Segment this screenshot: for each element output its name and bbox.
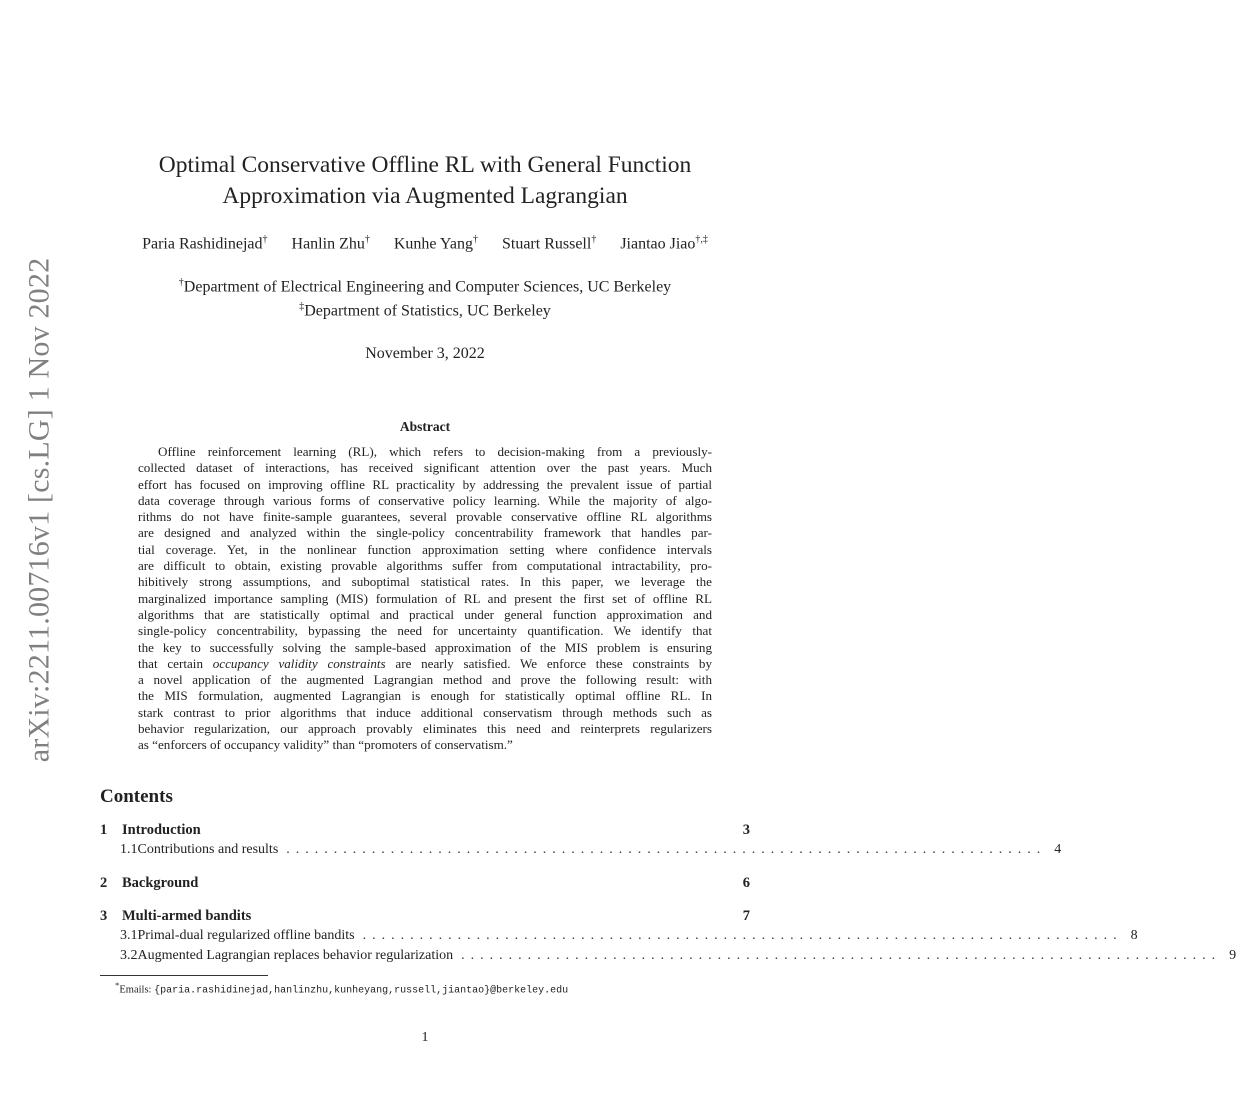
abstract-line: data coverage through various forms of conservative policy learning. While the majority of algo- <box>138 492 712 508</box>
toc-gap <box>100 862 750 875</box>
paper-date: November 3, 2022 <box>365 345 485 362</box>
abstract-heading: Abstract <box>399 419 451 434</box>
abstract-line: that certain occupancy validity constraints are nearly satisfied. We enforce these constraints by <box>138 655 712 671</box>
contents-heading: Contents <box>100 786 173 807</box>
author-list <box>100 234 750 253</box>
author-name-text: Stuart Russell <box>501 235 592 253</box>
toc-entry-number: 3.1 <box>120 928 138 943</box>
table-of-contents <box>100 822 1236 968</box>
toc-section-entry[interactable] <box>100 908 750 928</box>
abstract-line: hibitively strong assumptions, and suboptimal statistical rates. In this paper, we leverage the <box>138 574 712 590</box>
footnote-mark: * <box>115 980 120 990</box>
author-name <box>620 234 708 253</box>
abstract-line: effort has focused on improving offline RL practicality by addressing the prevalent issue of partial <box>138 476 712 492</box>
toc-entry-page: 3 <box>742 822 750 838</box>
toc-entry-title: Contributions and results <box>137 842 279 857</box>
toc-entry-page: 6 <box>742 875 750 891</box>
abstract-line: a novel application of the augmented Lagrangian method and prove the following result: with <box>138 672 712 688</box>
abstract-line: stark contrast to prior algorithms that induce additional conservatism through methods such as <box>138 704 712 720</box>
toc-subsection-entry[interactable] <box>100 842 1062 862</box>
title-line-1: Optimal Conservative Offline RL with General Function <box>158 152 692 178</box>
toc-subsection-entry[interactable] <box>100 928 1138 948</box>
author-name <box>142 234 267 253</box>
abstract-line: collected dataset of interactions, has received significant attention over the past years. Much <box>138 460 712 476</box>
affiliation-line <box>100 273 750 297</box>
affiliation-line <box>100 297 750 321</box>
author-affiliation-mark: † <box>262 234 268 245</box>
author-name <box>394 234 478 253</box>
arxiv-id-text: arXiv:2211.00716v1 [cs.LG] 1 Nov 2022 <box>22 257 55 763</box>
abstract-line: marginalized importance sampling (MIS) formulation of RL and present the first set of offline RL <box>138 590 712 606</box>
toc-entry-number: 3.2 <box>120 948 138 963</box>
toc-entry-number: 1.1 <box>120 842 138 857</box>
abstract-body <box>138 444 712 754</box>
author-name-text: Kunhe Yang <box>393 235 473 253</box>
author-affiliation-mark: † <box>591 234 597 245</box>
abstract-line: are designed and analyzed within the single-policy concentrability framework that handles par- <box>138 525 712 541</box>
toc-entry-page: 9 <box>1229 948 1236 963</box>
toc-leader-dots: ................................................................................ <box>461 948 1222 963</box>
author-name-text: Hanlin Zhu <box>291 235 365 253</box>
abstract-line: algorithms that are statistically optimal and practical under general function approximation and <box>138 606 712 622</box>
email-footnote <box>115 980 568 997</box>
toc-section-entry[interactable] <box>100 822 750 842</box>
abstract-emphasis: occupancy validity constraints <box>212 655 386 671</box>
affiliations <box>100 273 750 322</box>
toc-entry-number: 1 <box>100 822 108 838</box>
title-line-2: Approximation via Augmented Lagrangian <box>222 183 628 209</box>
abstract-line: single-policy concentrability, bypassing the need for uncertainty quantification. We identify that <box>138 623 712 639</box>
author-affiliation-mark: †,‡ <box>695 234 708 245</box>
abstract-line: tial coverage. Yet, in the nonlinear function approximation setting where confidence intervals <box>138 541 712 557</box>
author-name-text: Paria Rashidinejad <box>142 235 263 253</box>
arxiv-watermark <box>19 257 59 763</box>
toc-entry-title: Introduction <box>122 822 201 838</box>
affiliation-text: Department of Electrical Engineering and Computer Sciences, UC Berkeley <box>183 278 672 296</box>
affiliation-mark: † <box>178 277 184 288</box>
abstract-line: are difficult to obtain, existing provable algorithms suffer from computational intractability, pro- <box>138 558 712 574</box>
toc-leader-dots: ................................................................................ <box>362 928 1123 943</box>
toc-entry-title: Primal-dual regularized offline bandits <box>137 928 355 943</box>
toc-entry-number: 3 <box>100 908 108 924</box>
toc-entry-title: Augmented Lagrangian replaces behavior regularization <box>137 948 454 963</box>
toc-leader-dots: ................................................................................ <box>286 842 1047 857</box>
abstract-line: the key to successfully solving the sample-based approximation of the MIS problem is ensuring <box>138 639 712 655</box>
toc-entry-page: 7 <box>742 908 750 924</box>
author-name <box>502 234 596 253</box>
footnote-label: Emails: <box>119 984 152 996</box>
toc-entry-page: 8 <box>1130 928 1138 943</box>
toc-entry-number: 2 <box>100 875 108 891</box>
page-number: 1 <box>421 1030 429 1045</box>
author-name-text: Jiantao Jiao <box>620 235 696 253</box>
toc-gap <box>100 895 750 908</box>
author-affiliation-mark: † <box>364 234 370 245</box>
abstract-line: rithms do not have finite-sample guarantees, several provable conservative offline RL algorithms <box>138 509 712 525</box>
toc-entry-title: Background <box>122 875 199 891</box>
author-name <box>292 234 370 253</box>
abstract-line: the MIS formulation, augmented Lagrangian is enough for statistically optimal offline RL. In <box>138 688 712 704</box>
toc-subsection-entry[interactable] <box>100 948 1236 968</box>
abstract-line: behavior regularization, our approach provably eliminates this need and reinterprets regularizers <box>138 721 712 737</box>
toc-entry-title: Multi-armed bandits <box>122 908 252 924</box>
toc-entry-page: 4 <box>1054 842 1062 857</box>
affiliation-text: Department of Statistics, UC Berkeley <box>304 302 551 320</box>
abstract-line: as “enforcers of occupancy validity” than “promoters of conservatism.” <box>138 737 513 753</box>
footnote-rule <box>100 975 268 976</box>
footnote-emails: {paria.rashidinejad,hanlinzhu,kunheyang,russell,jiantao}@berkeley.edu <box>154 985 569 997</box>
author-affiliation-mark: † <box>472 234 478 245</box>
paper-title <box>100 150 750 212</box>
affiliation-mark: ‡ <box>299 301 305 313</box>
toc-section-entry[interactable] <box>100 875 750 895</box>
abstract-line: Offline reinforcement learning (RL), which refers to decision-making from a previously- <box>158 444 712 459</box>
